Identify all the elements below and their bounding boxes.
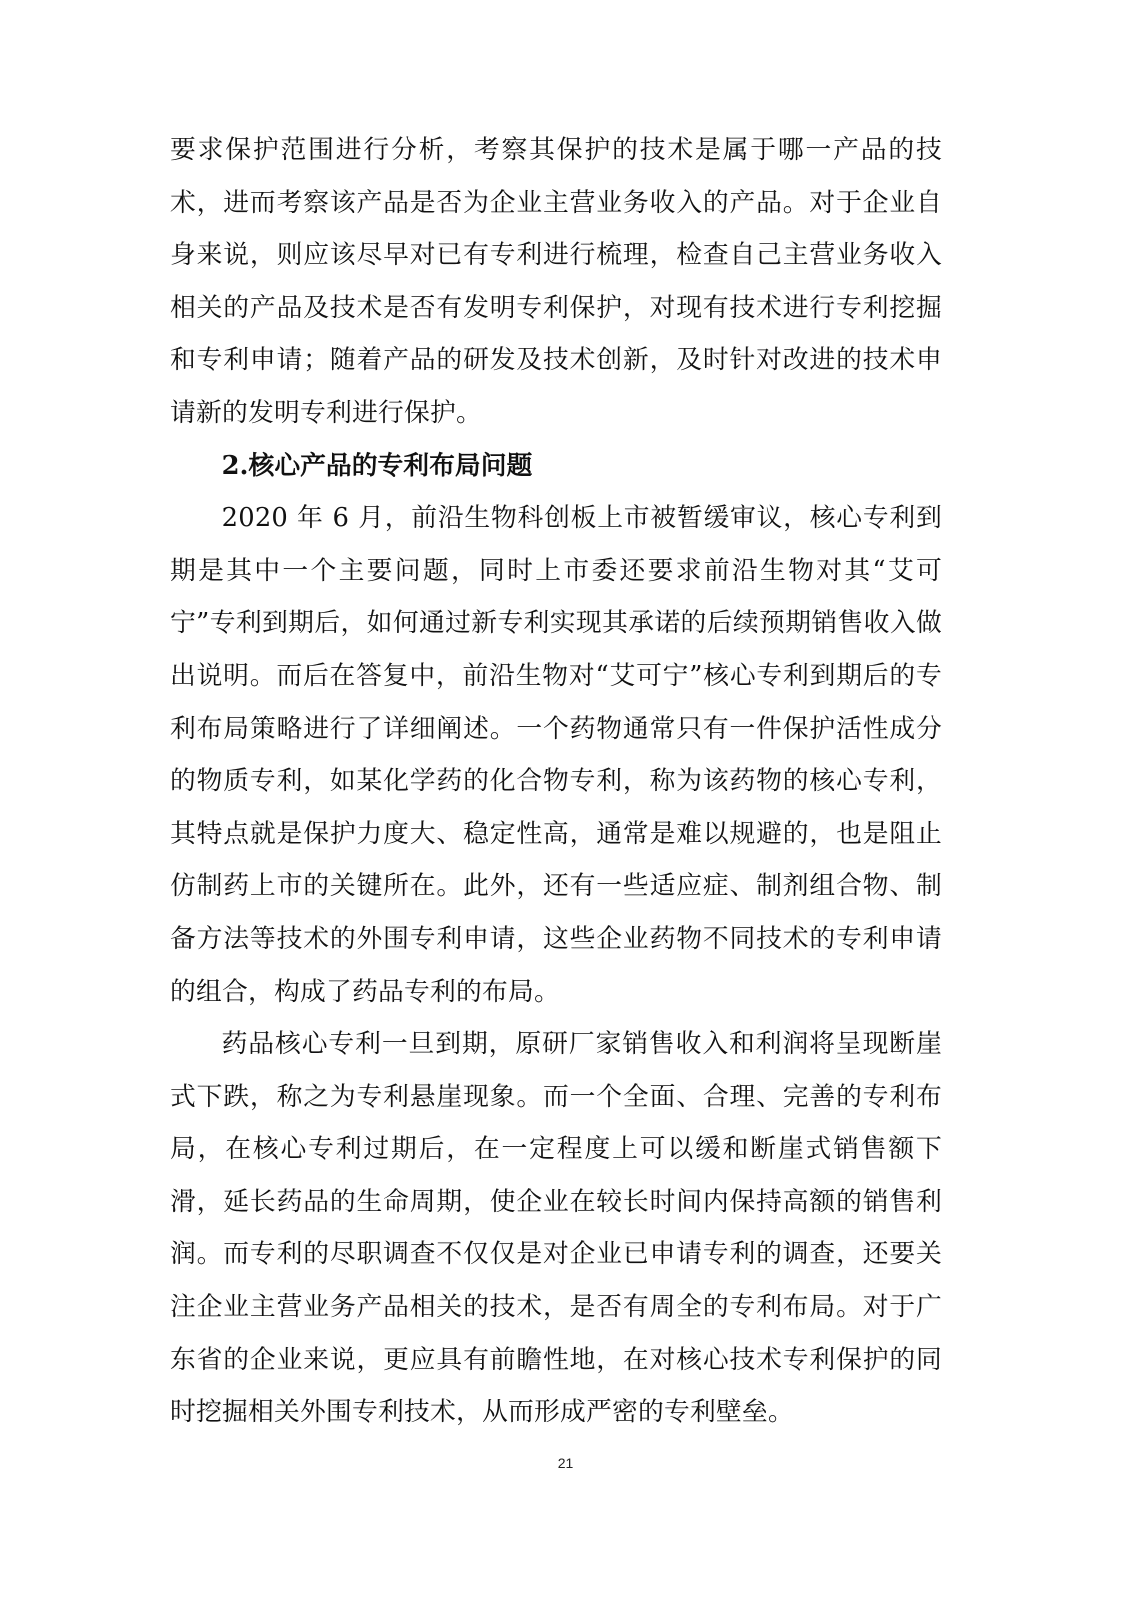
page-number: 21	[557, 1455, 574, 1471]
paragraph-continuation: 要求保护范围进行分析，考察其保护的技术是属于哪一产品的技术，进而考察该产品是否为企业主营业务收入的产品。对于企业自身来说，则应该尽早对已有专利进行梳理，检查自己主营业务收入相关的产品及技术是否有发明专利保护，对现有技术进行专利挖掘和专利申请；随着产品的研发及技术创新，及时针对改进的技术申请新的发明专利进行保护。	[170, 135, 942, 428]
paragraph-patent-cliff: 药品核心专利一旦到期，原研厂家销售收入和利润将呈现断崖式下跌，称之为专利悬崖现象。而一个全面、合理、完善的专利布局，在核心专利过期后，在一定程度上可以缓和断崖式销售额下滑，延长药品的生命周期，使企业在较长时间内保持高额的销售利润。而专利的尽职调查不仅仅是对企业已申请专利的调查，还要关注企业主营业务产品相关的技术，是否有周全的专利布局。对于广东省的企业来说，更应具有前瞻性地，在对核心技术专利保护的同时挖掘相关外围专利技术，从而形成严密的专利壁垒。	[170, 1029, 942, 1428]
section-heading: 2.核心产品的专利布局问题	[221, 450, 533, 481]
page-body	[170, 124, 942, 1439]
paragraph-qianyan-biotech: 2020 年 6 月，前沿生物科创板上市被暂缓审议，核心专利到期是其中一个主要问题，同时上市委还要求前沿生物对其“艾可宁”专利到期后，如何通过新专利实现其承诺的后续预期销售收入做出说明。而后在答复中，前沿生物对“艾可宁”核心专利到期后的专利布局策略进行了详细阐述。一个药物通常只有一件保护活性成分的物质专利，如某化学药的化合物专利，称为该药物的核心专利，其特点就是保护力度大、稳定性高，通常是难以规避的，也是阻止仿制药上市的关键所在。此外，还有一些适应症、制剂组合物、制备方法等技术的外围专利申请，这些企业药物不同技术的专利申请的组合，构成了药品专利的布局。	[170, 503, 942, 1007]
